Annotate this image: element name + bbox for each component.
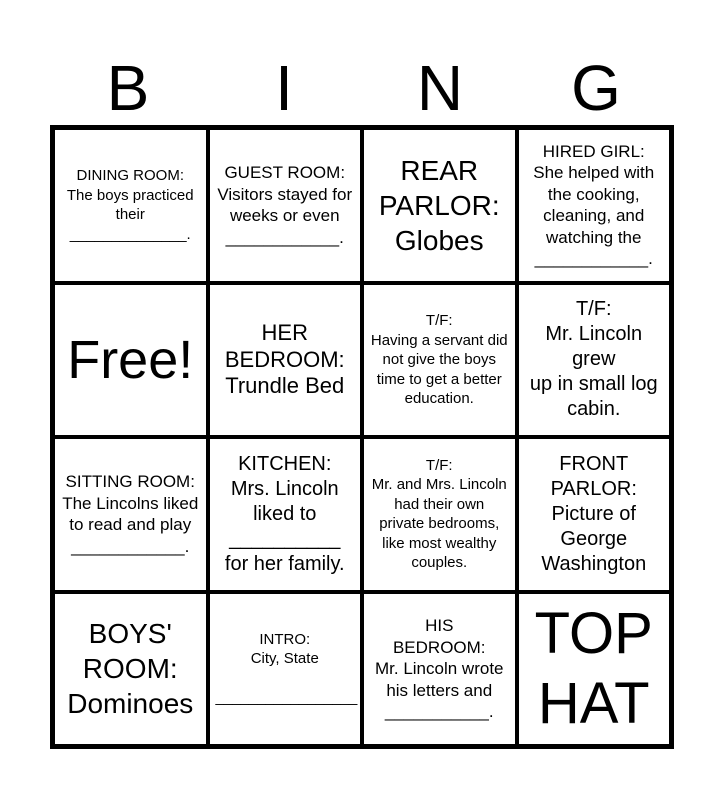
cell-text: TOP HAT xyxy=(534,600,653,736)
cell-text: GUEST ROOM: Visitors stayed for weeks or even ____________. xyxy=(217,163,353,247)
cell-text: T/F: Mr. Lincoln grew up in small log cabin. xyxy=(529,298,658,421)
bingo-cell-r1-c4[interactable] xyxy=(517,128,672,283)
bingo-cell-r3-c3[interactable] xyxy=(362,437,517,592)
bingo-cell-r3-c2[interactable] xyxy=(208,437,363,592)
bingo-cell-r4-c4[interactable] xyxy=(517,592,672,747)
bingo-cell-r4-c2[interactable] xyxy=(208,592,363,747)
bingo-cell-r1-c2[interactable] xyxy=(208,128,363,283)
bingo-cell-r2-c4[interactable] xyxy=(517,283,672,438)
bingo-cell-r4-c3[interactable] xyxy=(362,592,517,747)
cell-text: HIRED GIRL: She helped with the cooking, cleaning, and watching the ____________. xyxy=(533,141,655,269)
bingo-cell-r2-c3[interactable] xyxy=(362,283,517,438)
header-letter-b: B xyxy=(106,52,150,124)
cell-text: FRONT PARLOR: Picture of George Washington xyxy=(541,452,647,575)
cell-text: T/F: Having a servant did not give the boys time to get a better education. xyxy=(370,312,508,407)
bingo-cell-r3-c1[interactable] xyxy=(53,437,208,592)
bingo-cell-r2-c2[interactable] xyxy=(208,283,363,438)
bingo-cell-r3-c4[interactable] xyxy=(517,437,672,592)
header-letter-n: N xyxy=(416,52,464,124)
cell-text: BOYS' ROOM: Dominoes xyxy=(67,618,194,720)
cell-text: REAR PARLOR: Globes xyxy=(378,154,500,256)
cell-text: INTRO: City, State _________________ xyxy=(215,630,358,707)
bingo-board xyxy=(50,125,674,749)
cell-text: HIS BEDROOM: Mr. Lincoln wrote his letters and ___________. xyxy=(375,616,504,721)
header-letter-g: G xyxy=(571,52,621,124)
bingo-cell-r1-c3[interactable] xyxy=(362,128,517,283)
cell-text: DINING ROOM: The boys practiced their ______________. xyxy=(66,167,194,243)
bingo-cell-r4-c1[interactable] xyxy=(53,592,208,747)
cell-text: KITCHEN: Mrs. Lincoln liked to __________ for her family. xyxy=(224,452,345,575)
header-letter-i: I xyxy=(275,52,293,124)
cell-text: HER BEDROOM: Trundle Bed xyxy=(224,320,345,398)
free-space-label: Free! xyxy=(67,329,194,390)
cell-text: SITTING ROOM: The Lincolns liked to read and play ____________. xyxy=(62,472,199,556)
bingo-cell-r1-c1[interactable] xyxy=(53,128,208,283)
bingo-header xyxy=(50,52,674,124)
bingo-cell-free[interactable] xyxy=(53,283,208,438)
cell-text: T/F: Mr. and Mrs. Lincoln had their own private bedrooms, like most wealthy couples. xyxy=(371,456,507,572)
